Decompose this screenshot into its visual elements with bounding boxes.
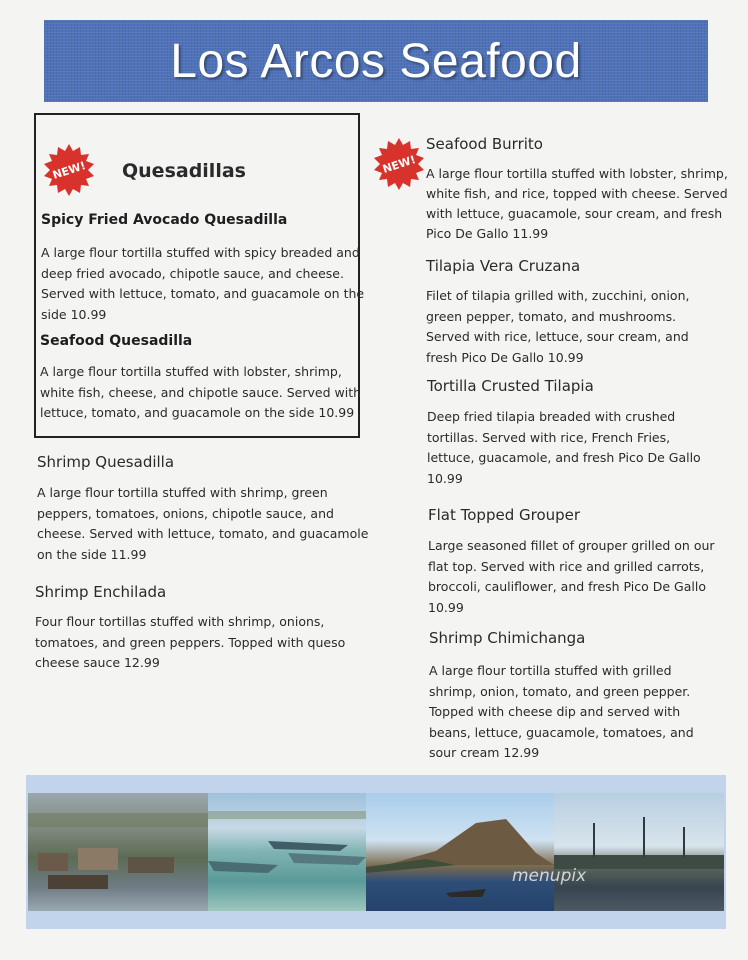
restaurant-name: Los Arcos Seafood <box>170 34 582 88</box>
item-description: Deep fried tilapia breaded with crushed tortillas. Served with rice, French Fries, lettuce, guacamole, and fresh Pico De Gallo 10.99 <box>427 409 701 486</box>
watermark: menupix <box>512 866 587 886</box>
item-title: Tortilla Crusted Tilapia <box>427 377 594 395</box>
item-description: A large flour tortilla stuffed with lobster, shrimp, white fish, cheese, and chipotle sauce. Served with lettuce, tomato, and guacamole on the side 10.99 <box>40 364 362 420</box>
badge-text: NEW! <box>51 159 88 182</box>
photo-rock-coast <box>366 793 554 911</box>
photo-collage <box>28 793 724 911</box>
item-title: Flat Topped Grouper <box>428 506 581 524</box>
new-badge-icon <box>372 137 426 191</box>
item-description: Four flour tortillas stuffed with shrimp, onions, tomatoes, and green peppers. Topped with queso cheese sauce 12.99 <box>35 614 346 670</box>
item-title: Seafood Quesadilla <box>40 333 193 349</box>
new-badge-icon <box>42 143 96 197</box>
item-description: A large flour tortilla stuffed with grilled shrimp, onion, tomato, and green pepper. Topped with cheese dip and served with beans, lettuce, guacamole, tomatoes, and sour cream 12.99 <box>429 663 694 760</box>
section-title-quesadillas: Quesadillas <box>122 160 246 182</box>
photo-harbor <box>554 793 724 911</box>
item-description: Filet of tilapia grilled with, zucchini, onion, green pepper, tomato, and mushrooms. Served with rice, lettuce, sour cream, and fresh Pico De Gallo 10.99 <box>426 288 690 365</box>
item-description: A large flour tortilla stuffed with shrimp, green peppers, tomatoes, onions, chipotle sauce, and cheese. Served with lettuce, tomato, and guacamole on the side 11.99 <box>37 485 369 562</box>
item-title: Shrimp Quesadilla <box>37 453 175 471</box>
item-description: Large seasoned fillet of grouper grilled on our flat top. Served with rice and grilled carrots, broccoli, cauliflower, and fresh Pico De Gallo 10.99 <box>428 538 715 615</box>
item-title: Tilapia Vera Cruzana <box>426 257 581 275</box>
title-banner <box>44 20 708 102</box>
photo-boats <box>208 793 366 911</box>
item-title: Spicy Fried Avocado Quesadilla <box>41 212 288 228</box>
badge-text: NEW! <box>381 153 418 176</box>
item-description: A large flour tortilla stuffed with lobster, shrimp, white fish, and rice, topped with cheese. Served with lettuce, guacamole, sour cream, and fresh Pico De Gallo 11.99 <box>426 166 728 241</box>
photo-village <box>28 793 208 911</box>
item-description: A large flour tortilla stuffed with spicy breaded and deep fried avocado, chipotle sauce, and cheese. Served with lettuce, tomato, and guacamole on the side 10.99 <box>41 245 365 322</box>
item-title: Shrimp Enchilada <box>35 583 167 601</box>
item-title: Shrimp Chimichanga <box>429 629 586 647</box>
item-title: Seafood Burrito <box>426 135 543 153</box>
